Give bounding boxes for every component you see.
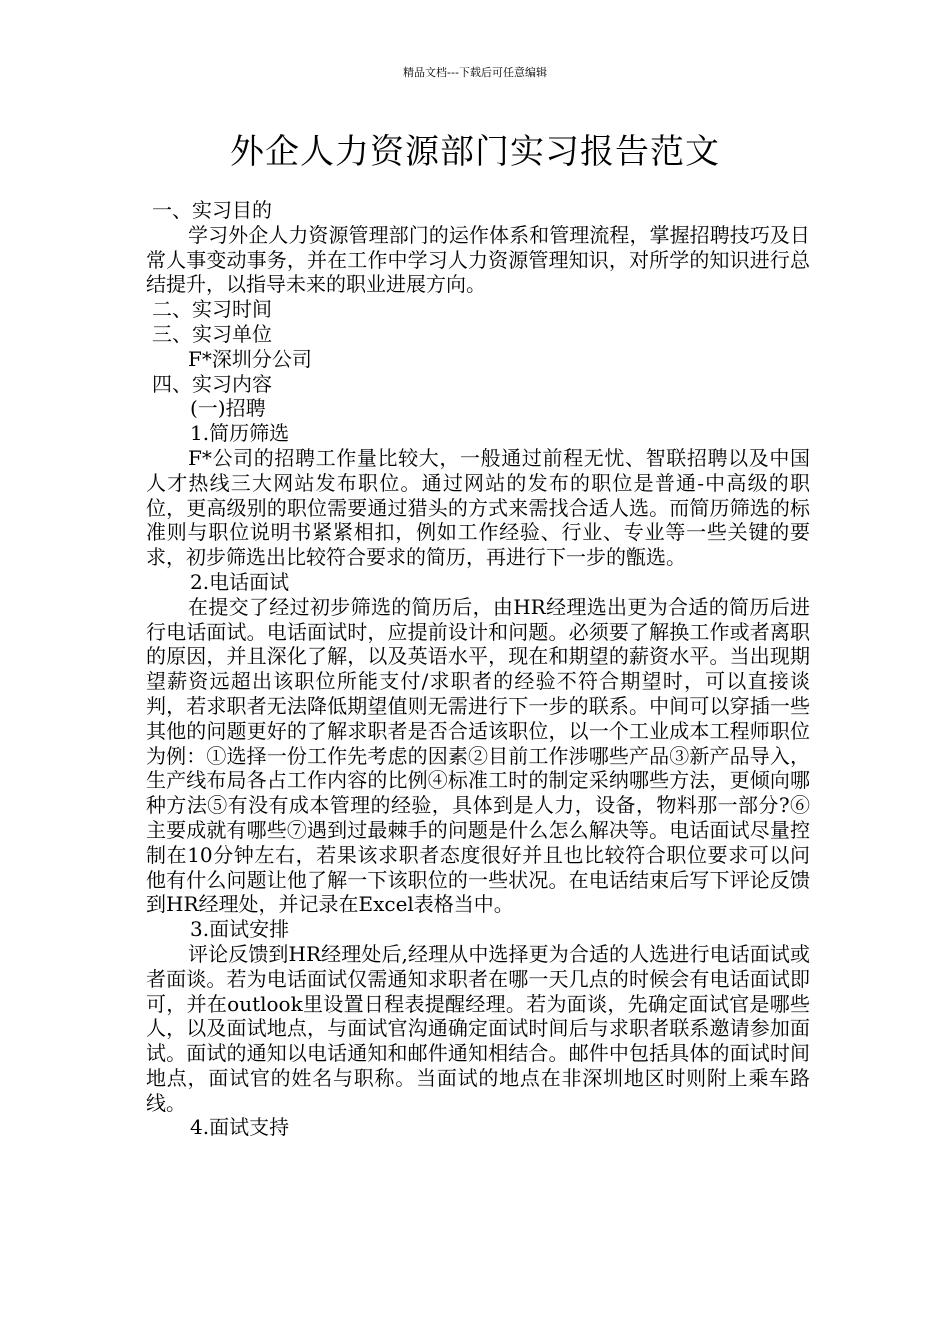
section-heading-content: 四、实习内容 (152, 371, 272, 396)
item-heading-resume: 1.简历筛选 (190, 421, 290, 446)
item-heading-phone-interview: 2.电话面试 (190, 569, 290, 594)
paragraph-resume: F*公司的招聘工作量比较大，一般通过前程无忧、智联招聘以及中国人才热线三大网站发布职位。通过网站的发布的职位是普通-中高级的职位，更高级别的职位需要通过猎头的方式来需找合适人选。而简历筛选的标准则与职位说明书紧紧相扣，例如工作经验、行业、专业等一些关键的要求，初步筛选出比较符合要求的简历，再进行下一步的甑选。 (146, 445, 810, 570)
paragraph-unit: F*深圳分公司 (188, 346, 312, 371)
item-heading-interview-arrangement: 3.面试安排 (190, 917, 290, 942)
document-title: 外企人力资源部门实习报告范文 (230, 132, 720, 172)
item-heading-interview-support: 4.面试支持 (190, 1115, 290, 1140)
paragraph-interview-arrangement: 评论反馈到HR经理处后,经理从中选择更为合适的人选进行电话面试或者面谈。若为电话面试仅需通知求职者在哪一天几点的时候会有电话面试即可，并在outlook里设置日程表提醒经理。若为面谈，先确定面试官是哪些人，以及面试地点，与面试官沟通确定面试时间后与求职者联系邀请参加面试。面试的通知以电话通知和邮件通知相结合。邮件中包括具体的面试时间地点，面试官的姓名与职称。当面试的地点在非深圳地区时则附上乘车路线。 (146, 941, 810, 1115)
subsection-heading-recruit: (一)招聘 (190, 396, 266, 421)
section-heading-purpose: 一、实习目的 (152, 198, 272, 222)
document-body (146, 198, 810, 1140)
paragraph-purpose: 学习外企人力资源管理部门的运作体系和管理流程，掌握招聘技巧及日常人事变动事务，并在工作中学习人力资源管理知识，对所学的知识进行总结提升，以指导未来的职业进展方向。 (146, 222, 810, 297)
header-note: 精品文档---下载后可任意编辑 (403, 66, 547, 79)
section-heading-unit: 三、实习单位 (152, 321, 272, 346)
paragraph-phone-interview: 在提交了经过初步筛选的简历后，由HR经理选出更为合适的简历后进行电话面试。电话面试时，应提前设计和问题。必须要了解换工作或者离职的原因，并且深化了解，以及英语水平，现在和期望的薪资水平。当出现期望薪资远超出该职位所能支付/求职者的经验不符合期望时，可以直接谈判，若求职者无法降低期望值则无需进行下一步的联系。中间可以穿插一些其他的问题更好的了解求职者是否合适该职位，以一个工业成本工程师职位为例：①选择一份工作先考虑的因素②目前工作涉哪些产品③新产品导入，生产线布局各占工作内容的比例④标准工时的制定采纳哪些方法，更倾向哪种方法⑤有没有成本管理的经验，具体到是人力，设备，物料那一部分?⑥ 主要成就有哪些⑦遇到过最棘手的问题是什么怎么解决等。电话面试尽量控制在10分钟左右，若果该求职者态度很好并且也比较符合职位要求可以问他有什么问题让他了解一下该职位的一些状况。在电话结束后写下评论反馈到HR经理处，并记录在Excel表格当中。 (146, 594, 810, 917)
section-heading-time: 二、实习时间 (152, 297, 272, 322)
